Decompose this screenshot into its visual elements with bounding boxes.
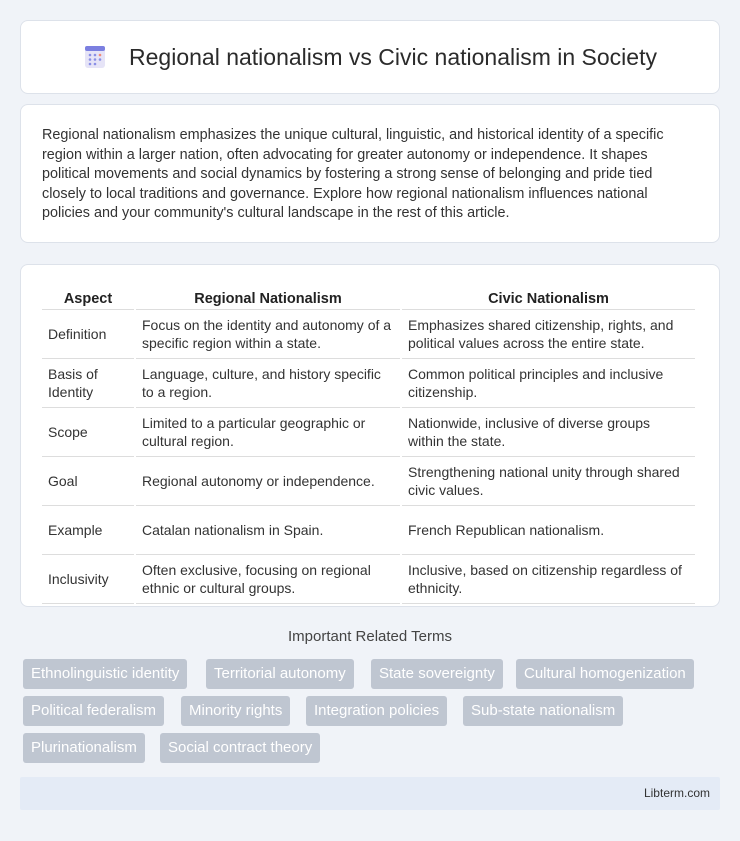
cell-regional: Often exclusive, focusing on regional ethnic or cultural groups. [136,555,400,604]
intro-text: Regional nationalism emphasizes the unique cultural, linguistic, and historical identity of a specific region within a larger nation, often advocating for greater autonomy or independence. It shapes political movements and social dynamics by fostering a strong sense of belonging and pride tied closely to local traditions and governance. Explore how regional nationalism influences national policies and your community's cultural landscape in the rest of this article. [42,127,664,222]
cell-regional: Regional autonomy or independence. [136,457,400,506]
related-term-tag[interactable]: Ethnolinguistic identity [23,659,187,689]
table-row [42,555,695,604]
footer [20,777,720,810]
table-row [42,359,695,408]
footer-site-link[interactable]: Libterm.com [643,786,710,800]
cell-regional: Focus on the identity and autonomy of a specific region within a state. [136,310,400,359]
cell-civic: Emphasizes shared citizenship, rights, and political values across the entire state. [402,310,695,359]
document-list-icon [83,45,107,69]
related-term-tag[interactable]: Territorial autonomy [206,659,354,689]
cell-aspect: Scope [42,408,134,457]
header-aspect: Aspect [42,285,134,310]
header-civic: Civic Nationalism [402,285,695,310]
cell-aspect: Definition [42,310,134,359]
comparison-table [40,285,697,604]
related-term-tag[interactable]: Plurinationalism [23,733,145,763]
cell-aspect: Goal [42,457,134,506]
table-row [42,310,695,359]
comparison-table-card [20,264,720,607]
cell-civic: Common political principles and inclusive citizenship. [402,359,695,408]
related-term-tag[interactable]: Minority rights [181,696,290,726]
related-term-tag[interactable]: Social contract theory [160,733,320,763]
cell-aspect: Inclusivity [42,555,134,604]
related-term-tag[interactable]: Political federalism [23,696,164,726]
table-row [42,506,695,555]
cell-aspect: Example [42,506,134,555]
related-term-tag[interactable]: Integration policies [306,696,447,726]
header-regional: Regional Nationalism [136,285,400,310]
table-header-row [42,285,695,310]
related-terms-title: Important Related Terms [288,628,452,645]
table-row [42,457,695,506]
intro-card [20,104,720,243]
related-term-tag[interactable]: State sovereignty [371,659,503,689]
cell-civic: Strengthening national unity through shared civic values. [402,457,695,506]
cell-civic: Inclusive, based on citizenship regardless of ethnicity. [402,555,695,604]
related-term-tag[interactable]: Sub-state nationalism [463,696,623,726]
page-title: Regional nationalism vs Civic nationalism in Society [129,43,657,70]
title-card [20,20,720,94]
related-term-tag[interactable]: Cultural homogenization [516,659,694,689]
cell-civic: French Republican nationalism. [402,506,695,555]
cell-regional: Language, culture, and history specific to a region. [136,359,400,408]
table-row [42,408,695,457]
cell-aspect: Basis of Identity [42,359,134,408]
cell-civic: Nationwide, inclusive of diverse groups within the state. [402,408,695,457]
cell-regional: Catalan nationalism in Spain. [136,506,400,555]
cell-regional: Limited to a particular geographic or cultural region. [136,408,400,457]
